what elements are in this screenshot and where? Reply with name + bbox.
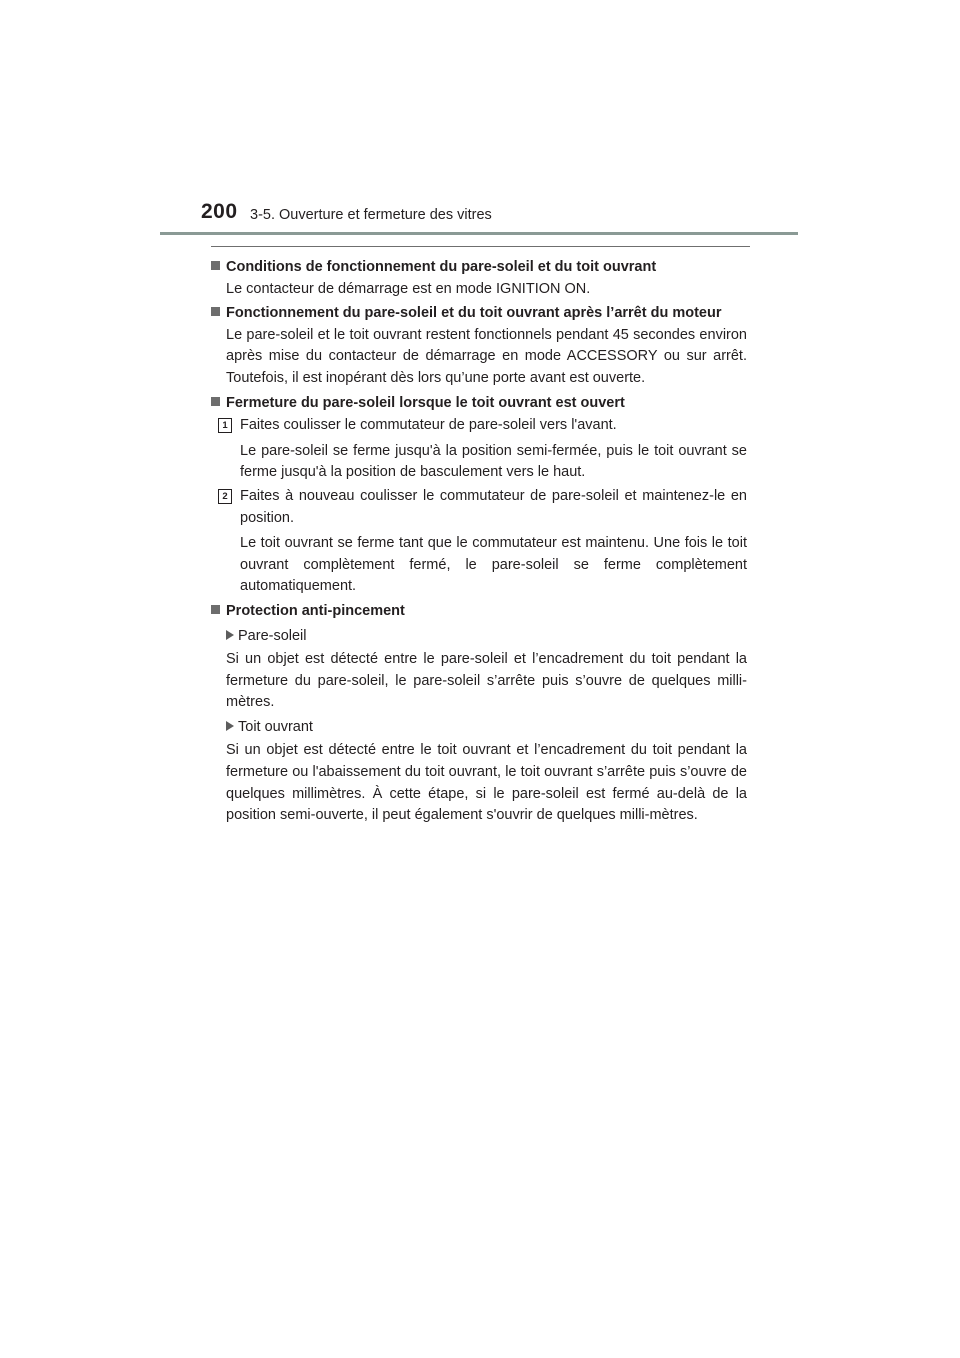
square-bullet-icon <box>211 397 220 406</box>
step-item <box>222 486 747 529</box>
page-number: 200 <box>201 200 238 223</box>
section-title: 3-5. Ouverture et fermeture des vitres <box>250 207 492 223</box>
step-number: 1 <box>218 418 232 433</box>
section-heading <box>211 601 747 623</box>
section-heading <box>211 393 747 415</box>
section-heading <box>211 303 747 325</box>
paragraph: Si un objet est détecté entre le toit ouvrant et l’encadrement du toit pendant la fermeture ou l'abaissement du toit ouvrant, le toit ouvrant s’arrête puis s’ouvre de quelques millimètres. À cette étape, si le pare-soleil est fermé au-delà de la position semi-ouverte, il peut également s'ouvrir de quelques milli-mètres. <box>226 742 747 824</box>
arrow-right-icon <box>226 721 234 731</box>
step-number: 2 <box>218 489 232 504</box>
heading-text: Fonctionnement du pare-soleil et du toit ouvrant après l’arrêt du moteur <box>226 305 722 322</box>
paragraph: Le contacteur de démarrage est en mode IGNITION ON. <box>226 280 591 297</box>
step-text: Faites à nouveau coulisser le commutateur de pare-soleil et maintenez-le en position. <box>240 487 747 526</box>
heading-text: Conditions de fonctionnement du pare-soleil et du toit ouvrant <box>226 259 657 275</box>
step-item <box>222 415 747 437</box>
page-header <box>0 0 960 240</box>
section-heading <box>211 257 747 279</box>
heading-text: Protection anti-pincement <box>226 602 405 619</box>
sub-item-label: Toit ouvrant <box>238 718 313 735</box>
sub-item-label: Pare-soleil <box>238 627 307 644</box>
paragraph: Le pare-soleil et le toit ouvrant restent fonctionnels pendant 45 secondes environ après mise du contacteur de démarrage en mode ACCESSORY ou sur arrêt. Toutefois, il est inopérant dès lors qu’une porte avant est ouverte. <box>226 326 747 386</box>
sub-item <box>226 717 747 739</box>
step-detail: Le pare-soleil se ferme jusqu'à la position semi-fermée, puis le toit ouvrant se ferme jusqu'à la position de basculement vers le haut. <box>240 442 747 481</box>
content-body <box>211 254 747 828</box>
step-text: Faites coulisser le commutateur de pare-soleil vers l'avant. <box>240 417 617 434</box>
square-bullet-icon <box>211 307 220 316</box>
square-bullet-icon <box>211 605 220 614</box>
heading-text: Fermeture du pare-soleil lorsque le toit ouvrant est ouvert <box>226 394 625 411</box>
header-divider <box>160 232 798 235</box>
step-detail: Le toit ouvrant se ferme tant que le commutateur est maintenu. Une fois le toit ouvrant complètement fermé, le pare-soleil se ferme complètement automatiquement. <box>240 535 747 595</box>
paragraph: Si un objet est détecté entre le pare-soleil et l’encadrement du toit pendant la fermeture du pare-soleil, le pare-soleil s’arrête puis s’ouvre de quelques milli-mètres. <box>226 651 747 711</box>
arrow-right-icon <box>226 630 234 640</box>
content-divider <box>211 246 750 247</box>
square-bullet-icon <box>211 261 220 270</box>
sub-item <box>226 626 747 648</box>
